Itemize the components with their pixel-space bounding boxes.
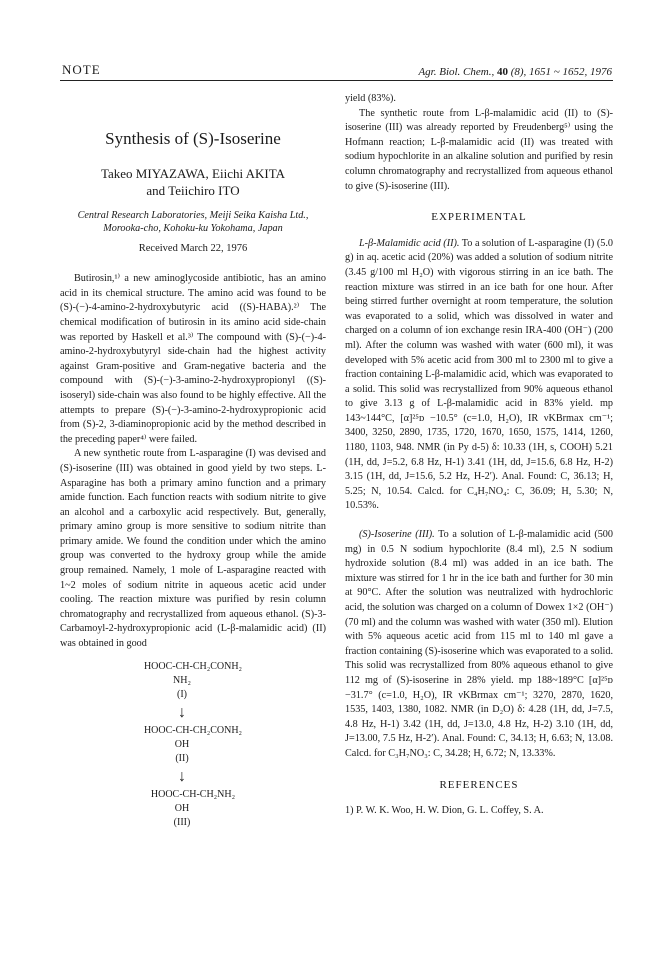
- paragraph-synthetic-route: A new synthetic route from L-asparagine (I) was devised and (S)-isoserine (III) was obtained in good yield by two steps. L-Asparagine has both a primary amino function and a primary amide function. Each function reacts with sodium nitrite to give an alcohol and a carboxylic acid respectively. But, generally, primary amino group is more sensitive to sodium nitrite than primary amide. We found the condition under which the amino group was converted to the hydroxy group while the amide group remained. Namely, 1 mole of L-asparagine reacted with 1~2 moles of sodium nitrite in aqueous acetic acid under cooling. The reaction mixture was purified by resin column chromatography and recrystallized from aqueous ethanol. (S)-3-Carbamoyl-2-hydroxypropionic acid (L-β-malamidic acid) (II) was obtained in good: [60, 448, 326, 650]
- compound-3-formula: HOOC-CH-CH₂NH₂: [150, 788, 236, 800]
- reference-1: 1) P. W. K. Woo, H. W. Dion, G. L. Coffey, S. A.: [345, 805, 544, 817]
- compound-3-label: (III): [173, 816, 191, 828]
- compound-1-formula: HOOC-CH-CH₂CONH₂: [143, 660, 243, 672]
- left-column: [60, 92, 326, 838]
- compound-2-label: (II): [175, 752, 189, 764]
- experimental-1-text: To a solution of L-asparagine (I) (5.0 g) in aq. acetic acid (20%) was added a solution of sodium nitrite (3.45 g/100 ml H₂O) with vigorous stirring in an ice bath. The reaction mixture was stirred in an ice bath for one hour. After being stirred further overnight at room temperature, the solution was evaporated to a solid, which was dissolved in water and charged on a column of ion exchange resin IRA-400 (OH⁻) (200 ml). After the column was washed with water (600 ml), it was developed with 5% acetic acid from 300 ml to 2300 ml to give a fraction containing L-β-malamidic acid, which was evaporated to a solid. This solid was recrystallized from 90% aqueous ethanol to give 3.13 g of L-β-malamidic acid in 83% yield. mp 143~144°C, [α]²⁵ᴅ −10.5° (c=1.0, H₂O), IR νKBrmax cm⁻¹; 3400, 3250, 2890, 1735, 1720, 1670, 1650, 1575, 1414, 1260, 1180, 1103, 948. NMR (in Py d-5) δ: 10.33 (1H, s, COOH) 5.21 (1H, dd, J=5.2, 6.8 Hz, H-1) 3.41 (1H, dd, J=15.6, 6.8 Hz, H-2) 3.15 (1H, dd, J=15.6, 5.2 Hz, H-2′). Anal. Found: C, 36.13; H, 5.25; N, 10.54. Calcd. for C₄H₇NO₄: C, 36.09; H, 5.30; N, 10.53%.: [345, 237, 613, 512]
- experimental-heading: EXPERIMENTAL: [431, 211, 527, 224]
- running-head: [418, 66, 612, 78]
- journal-name: Agr. Biol. Chem.,: [418, 66, 495, 78]
- reaction-arrow-1: ↓: [178, 703, 186, 721]
- experimental-isoserine: [345, 528, 613, 762]
- compound-1-substituent: NH₂: [173, 674, 191, 686]
- reaction-arrow-2: ↓: [178, 767, 186, 785]
- paragraph-yield-continued: yield (83%).: [345, 93, 396, 104]
- references-heading: REFERENCES: [439, 778, 519, 791]
- paragraph-intro: Butirosin,¹⁾ a new aminoglycoside antibiotic, has an amino acid in its chemical structure. The amino acid was found to be (S)-(−)-4-amino-2-hydroxybutyric acid ((S)-HABA).²⁾ The chemical modification of butirosin in its amino acid side-chain was reported by Haskell et al.³⁾ The compound with (S)-(−)-4-amino-2-hydroxybutyryl side-chain had the highest activity against Gram-positive and Gram-negative bacteria and the compound with (S)-(−)-3-amino-2-hydroxypropionyl ((S)-isoseryl) side-chain was also found to be highly effective. All the attempts to prepare (S)-(−)-3-amino-2-hydroxypropionic acid from (S)-2, 3-diaminopropionic acid by the method described in the preceding paper⁴⁾ were failed.: [60, 273, 326, 445]
- journal-issue-pages: (8), 1651 ~ 1652, 1976: [510, 66, 612, 78]
- compound-2-substituent: OH: [174, 738, 190, 750]
- experimental-malamidic-acid: [345, 237, 613, 514]
- journal-volume: 40: [496, 66, 508, 78]
- authors-line-2: and Teiichiro ITO: [146, 182, 240, 198]
- compound-3-substituent: OH: [174, 802, 190, 814]
- affiliation: Central Research Laboratories, Meiji Seika Kaisha Ltd., Morooka-cho, Kohoku-ku Yokohama, Japan: [77, 209, 309, 235]
- header-rule: [60, 80, 613, 81]
- compound-1-label: (I): [177, 688, 187, 700]
- article-title: Synthesis of (S)-Isoserine: [105, 129, 281, 148]
- right-column: [345, 92, 613, 819]
- experimental-2-title: (S)-Isoserine (III).: [359, 529, 435, 541]
- experimental-2-text: To a solution of L-β-malamidic acid (500 mg) in 0.5 N sodium hypochlorite (8.4 ml), 2.5 N sodium hydroxide solution (8.4 ml) was added in an ice bath. The mixture was stirred for 1 hr in the ice bath and further for 30 min at 90°C. After the solution was neutralized with hydrochloric acid, the solution was charged on a column of Dowex 1×2 (OH⁻) (70 ml) and the column was washed with water (350 ml). Elution with 5% aqueous acetic acid from 115 ml to 140 ml gave a fraction containing (S)-isoserine which was evaporated to a solid. This solid was recrystallized from 80% aqueous ethanol to give 112 mg of (S)-isoserine in 28% yield. mp 188~189°C [α]²⁵ᴅ −31.7° (c=1.0, H₂O), IR νKBrmax cm⁻¹; 3270, 2870, 1620, 1535, 1403, 1380, 1082. NMR (in D₂O) δ: 4.28 (1H, dd, J=7.5, 4.8 Hz, H-1) 3.42 (1H, dd, J=13.0, 4.8 Hz, H-2) 3.10 (1H, dd, J=13.00, 7.5 Hz, H-2′). Anal. Found: C, 34.13; H, 6.63; N, 13.08. Calcd. for C₃H₇NO₃: C, 34.28; H, 6.72; N, 13.33%.: [345, 529, 613, 759]
- compound-2-formula: HOOC-CH-CH₂CONH₂: [143, 724, 243, 736]
- reaction-scheme: [60, 660, 326, 830]
- note-label: NOTE: [62, 62, 101, 77]
- received-date: Received March 22, 1976: [138, 242, 248, 254]
- paragraph-freudenberg-route: The synthetic route from L-β-malamidic acid (II) to (S)-isoserine (III) was already reported by Freudenberg⁵⁾ using the Hofmann reaction; L-β-malamidic acid (II) was treated with sodium hypochlorite in an alkaline solution and purified by resin column chromatography and recrystallized from aqueous ethanol to give (S)-isoserine (III).: [345, 107, 613, 192]
- authors: [60, 165, 326, 199]
- experimental-1-title: L-β-Malamidic acid (II).: [359, 237, 460, 249]
- authors-line-1: Takeo MIYAZAWA, Eiichi AKITA: [100, 165, 286, 181]
